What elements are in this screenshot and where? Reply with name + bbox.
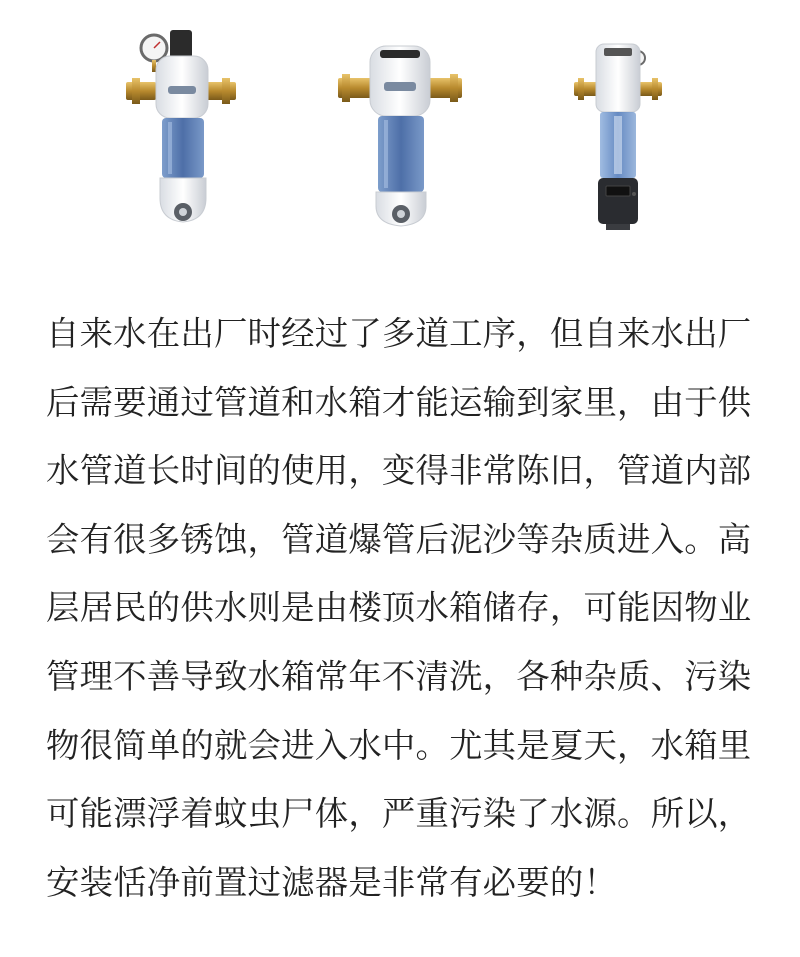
product-image-filter-with-gauge: [118, 22, 238, 232]
article-body-text: 自来水在出厂时经过了多道工序，但自来水出厂后需要通过管道和水箱才能运输到家里，由于供水管道长时间的使用，变得非常陈旧，管道内部会有很多锈蚀，管道爆管后泥沙等杂质进入。高层居民的供水则是由楼顶水箱储存，可能因物业管理不善导致水箱常年不清洗，各种杂质、污染物很简单的就会进入水中。尤其是夏天，水箱里可能漂浮着蚊虫尸体，严重污染了水源。所以，安装恬净前置过滤器是非常有必要的！: [46, 314, 752, 902]
product-image-filter-standard: [330, 38, 470, 233]
product-images: [0, 0, 800, 270]
product-image-filter-smart-display: [568, 36, 668, 236]
